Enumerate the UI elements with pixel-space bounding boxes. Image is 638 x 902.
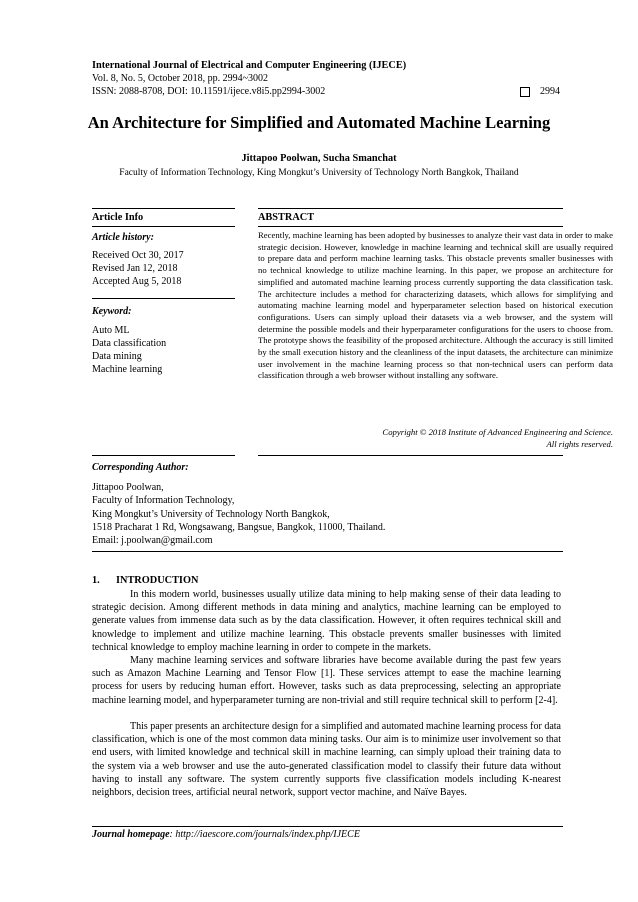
- rule-abstract-bottom: [258, 455, 563, 456]
- keyword-item: Machine learning: [92, 364, 163, 375]
- rule-info-head: [92, 226, 235, 227]
- page-number: 2994: [540, 86, 560, 97]
- copyright-line: Copyright © 2018 Institute of Advanced Engineering and Science.: [382, 427, 613, 437]
- rule-info-top: [92, 208, 235, 209]
- paper-title: An Architecture for Simplified and Automated Machine Learning: [87, 113, 551, 132]
- author-address: 1518 Pracharat 1 Rd, Wongsawang, Bangsue, Bangkok, 11000, Thailand.: [92, 521, 386, 533]
- keyword-heading: Keyword:: [92, 306, 132, 317]
- keyword-item: Data mining: [92, 351, 142, 362]
- abstract-heading: ABSTRACT: [258, 212, 315, 223]
- journal-name: International Journal of Electrical and Computer Engineering (IJECE): [92, 60, 407, 71]
- corresponding-heading: Corresponding Author:: [92, 462, 189, 473]
- section-number: 1.: [92, 575, 100, 586]
- homepage-label: Journal homepage: [92, 829, 170, 840]
- keyword-item: Auto ML: [92, 325, 130, 336]
- intro-paragraph: Many machine learning services and software libraries have become available during the past few years such as Amazon Machine Learning and Tensor Flow [1]. These services attempt to ease the machine learning process for users by reducing human effort. However, tasks such as data preprocessing, selecting an appropriate machine learning model, and hyperparameter turning are non-trivial and still require technical skill to perform [2-4].: [92, 655, 561, 706]
- journal-homepage: [92, 829, 360, 840]
- received-date: Received Oct 30, 2017: [92, 250, 184, 261]
- keyword-item: Data classification: [92, 338, 167, 349]
- author-university: King Mongkut’s University of Technology North Bangkok,: [92, 508, 330, 520]
- volume-info: Vol. 8, No. 5, October 2018, pp. 2994~3002: [92, 73, 269, 84]
- article-info-heading: Article Info: [92, 212, 144, 223]
- homepage-url[interactable]: : http://iaescore.com/journals/index.php/IJECE: [169, 829, 360, 840]
- intro-paragraph: This paper presents an architecture design for a simplified and automated machine learning process for data classification, which is one of the most common data mining tasks. Our aim is to minimize user involvement so that end users, with limited knowledge and technical skill in machine learning, can simply upload their training data to the system via a web browser and use the auto-generated classification model to classify their future data without having to install any software. The system currently supports five classification models including K-nearest neighbors, decision trees, artificial neural network, support vector machine, and Naïve Bayes.: [92, 721, 561, 799]
- section-heading-introduction: [92, 575, 198, 586]
- revised-date: Revised Jan 12, 2018: [92, 263, 178, 274]
- intro-paragraph: In this modern world, businesses usually utilize data mining to help making sense of their data leading to strategic decision. Among different methods in data mining and analytics, machine learning can be employed to generate values from immense data such as by the data classification. However, it often requires technical skill and knowledge to implement and utilize machine learning. This obstacle prevents smaller businesses with limited technical knowledge to employ machine learning in order to compete in the markets.: [92, 589, 561, 653]
- author-email: Email: j.poolwan@gmail.com: [92, 535, 213, 547]
- rule-footer: [92, 826, 563, 827]
- accepted-date: Accepted Aug 5, 2018: [92, 276, 182, 287]
- author-name: Jittapoo Poolwan,: [92, 482, 164, 493]
- affiliation: Faculty of Information Technology, King Mongkut’s University of Technology North Bangkok, Thailand: [119, 168, 519, 178]
- rights-line: All rights reserved.: [546, 438, 613, 449]
- author-faculty: Faculty of Information Technology,: [92, 495, 235, 507]
- rule-abstract-top: [258, 208, 563, 209]
- authors: Jittapoo Poolwan, Sucha Smanchat: [241, 153, 397, 164]
- square-icon: [520, 87, 530, 97]
- rule-abstract-head: [258, 226, 563, 227]
- abstract-text: Recently, machine learning has been adopted by businesses to analyze their vast data in order to make strategic decision. However, knowledge in machine learning and technical skill are usually required to prepare data and perform machine learning tasks. This obstacle prevents smaller businesses with no technical knowledge to utilize machine learning. In this paper, we propose an architecture for simplified and automated machine learning process currently supporting the data classification task. The architecture includes a method for characterizing datasets, which allows for simplifying and automating machine learning model and hyperparameter selection based on historical execution configurations. Users can simply upload their datasets via a web browser, and the system will determine the possible models and their hyperparameter configurations for the users to choose from. The prototype shows the feasibility of the proposed architecture. Although the accuracy is still limited by the small execution history and the cleanliness of the input datasets, the architecture can minimize user involvement in the machine learning process so that non-technical users can perform data classification through a web browser without installing any software.: [258, 230, 613, 381]
- issn-doi: ISSN: 2088-8708, DOI: 10.11591/ijece.v8i5.pp2994-3002: [92, 86, 326, 97]
- corresponding-details: [92, 481, 572, 547]
- rule-info-bottom: [92, 455, 235, 456]
- copyright-notice: [258, 427, 613, 450]
- history-heading: Article history:: [92, 232, 154, 243]
- section-title: INTRODUCTION: [116, 575, 199, 586]
- rule-corresponding-bottom: [92, 551, 563, 552]
- rule-keyword: [92, 298, 235, 299]
